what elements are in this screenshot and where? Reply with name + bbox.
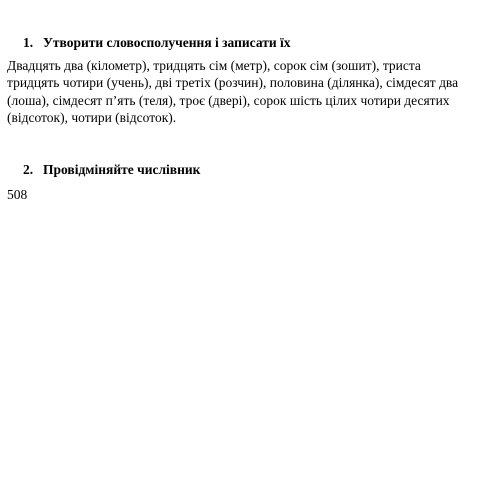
task1-text-line: (лоша), сімдесят п’ять (теля), троє (двері), сорок шість цілих чотири десятих <box>7 92 450 108</box>
task1-title: Утворити словосполучення і записати їх <box>43 35 291 50</box>
task1-text-line: (відсоток), чотири (відсоток). <box>7 109 177 125</box>
task2-title: Провідміняйте числівник <box>43 162 201 177</box>
task1-heading <box>23 35 291 51</box>
task1-text-line: тридцять чотири (учень), дві третіх (розчин), половина (ділянка), сімдесят два <box>7 75 459 91</box>
task2-heading <box>23 162 200 178</box>
task2-number: 2. <box>23 162 34 177</box>
task1-text-line: Двадцять два (кілометр), тридцять сім (метр), сорок сім (зошит), триста <box>7 58 421 73</box>
task1-number: 1. <box>23 35 34 50</box>
task2-numeral: 508 <box>7 187 28 202</box>
task1-text <box>7 57 473 126</box>
